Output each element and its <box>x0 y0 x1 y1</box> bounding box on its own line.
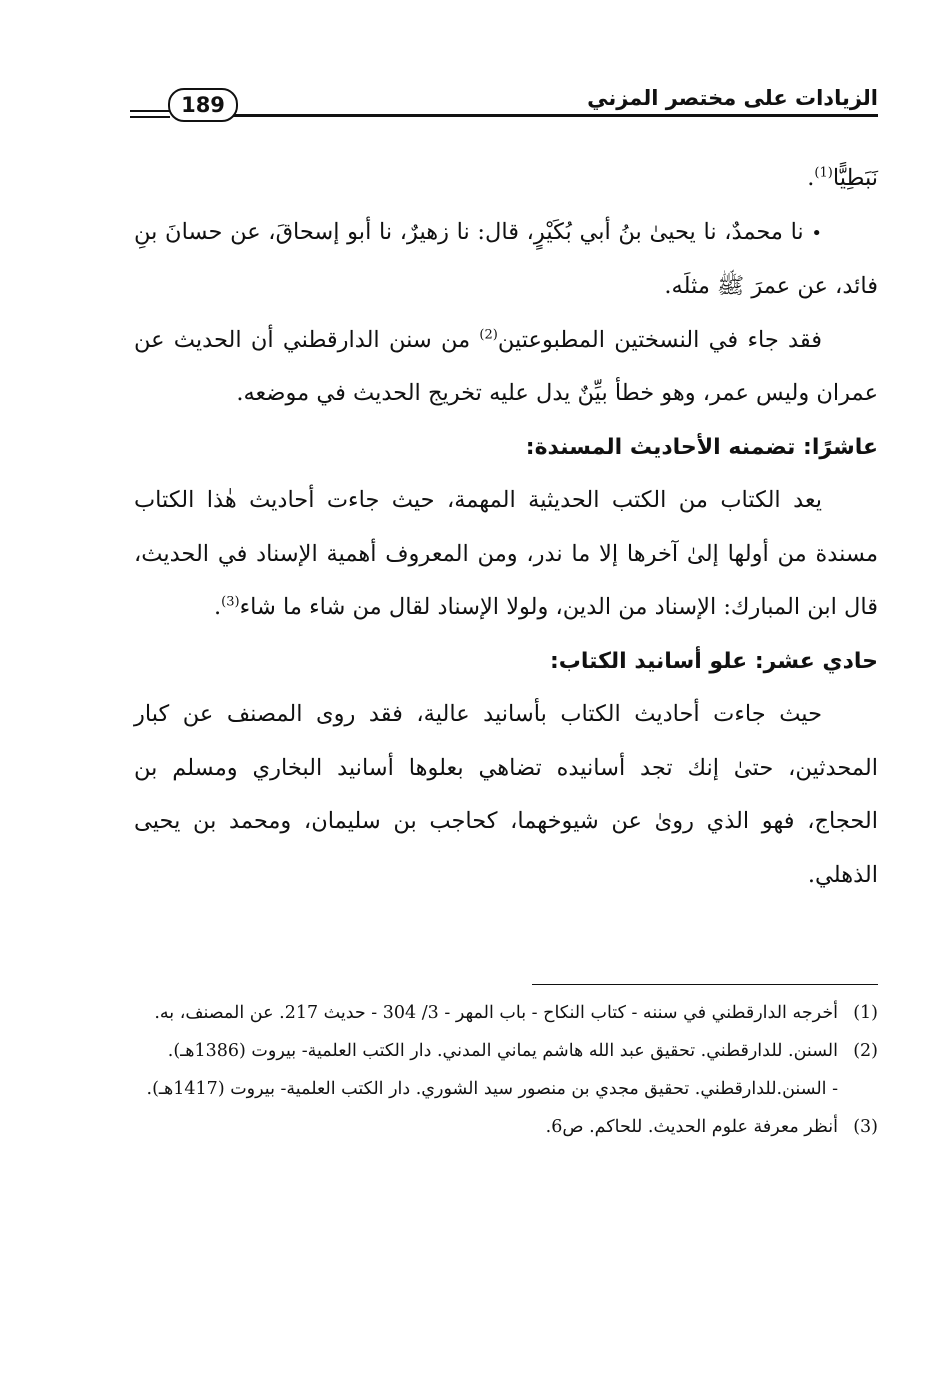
header-rule-left-bottom <box>130 116 170 118</box>
paragraph-5: حيث جاءت أحاديث الكتاب بأسانيد عالية، فقد روى المصنف عن كبار المحدثين، حتىٰ إنك تجد أسانيده تضاهي بعلوها أسانيد البخاري ومسلم بن الحجاج، فهو الذي روىٰ عن شيوخهما، كحاجب بن سليمان، ومحمد بن يحيى الذهلي. <box>134 701 878 888</box>
footnotes <box>134 996 878 1144</box>
footnote-ref-1: (1) <box>814 165 833 181</box>
footnote-text: أنظر معرفة علوم الحديث. للحاكم. ص6. <box>545 1117 838 1137</box>
section-heading-11: حادي عشر: علو أسانيد الكتاب: <box>549 648 878 674</box>
page-header <box>130 84 878 124</box>
footnote-1 <box>134 996 878 1030</box>
footnote-ref-3: (3) <box>221 594 240 610</box>
footnote-number: (1) <box>853 1003 878 1023</box>
footnote-number <box>838 1072 878 1106</box>
footnote-2-continued <box>134 1072 878 1106</box>
page-number: 189 <box>168 88 238 122</box>
footnote-3 <box>134 1110 878 1144</box>
footnote-number: (2) <box>853 1041 878 1061</box>
footnote-text: أخرجه الدارقطني في سننه - كتاب النكاح - باب المهر - 3/ 304 - حديث 217. عن المصنف، به. <box>154 1003 838 1023</box>
paragraph-4: يعد الكتاب من الكتب الحديثية المهمة، حيث جاءت أحاديث هٰذا الكتاب مسندة من أولها إلىٰ آخرها إلا ما ندر، ومن المعروف أهمية الإسناد في الحديث، قال ابن المبارك: الإسناد من الدين، ولولا الإسناد لقال من شاء ما شاء$^{(3)}$. <box>134 487 878 620</box>
header-rule <box>230 114 878 117</box>
section-heading-10: عاشرًا: تضمنه الأحاديث المسندة: <box>525 434 878 460</box>
footnote-2 <box>134 1034 878 1068</box>
paragraph-1: نَبَطِيًّا$^{(1)}$. <box>807 165 878 191</box>
paragraph-2: • نا محمدٌ، نا يحيىٰ بنُ أبي بُكَيْرٍ، قال: نا زهيرٌ، نا أبو إسحاقَ، عن حسانَ بنِ فائد، عن عمرَ ﷺ مثلَه. <box>134 218 878 299</box>
footnote-text: - السنن.للدارقطني. تحقيق مجدي بن منصور سيد الشوري. دار الكتب العلمية- بيروت (1417هـ). <box>146 1079 838 1099</box>
book-title: الزيادات على مختصر المزني <box>587 86 878 110</box>
footnote-number: (3) <box>853 1117 878 1137</box>
footnote-separator <box>532 984 878 985</box>
footnote-ref-2: (2) <box>479 327 498 342</box>
header-rule-left-top <box>130 110 170 112</box>
bullet-icon: • <box>811 222 822 244</box>
paragraph-3: فقد جاء في النسختين المطبوعتين$^{(2)}$ من سنن الدارقطني أن الحديث عن عمران وليس عمر، وهو خطأ بيِّنٌ يدل عليه تخريج الحديث في موضعه. <box>134 326 878 406</box>
footnote-text: السنن. للدارقطني. تحقيق عبد الله هاشم يماني المدني. دار الكتب العلمية- بيروت (1386هـ). <box>167 1041 838 1061</box>
main-text <box>134 152 878 902</box>
